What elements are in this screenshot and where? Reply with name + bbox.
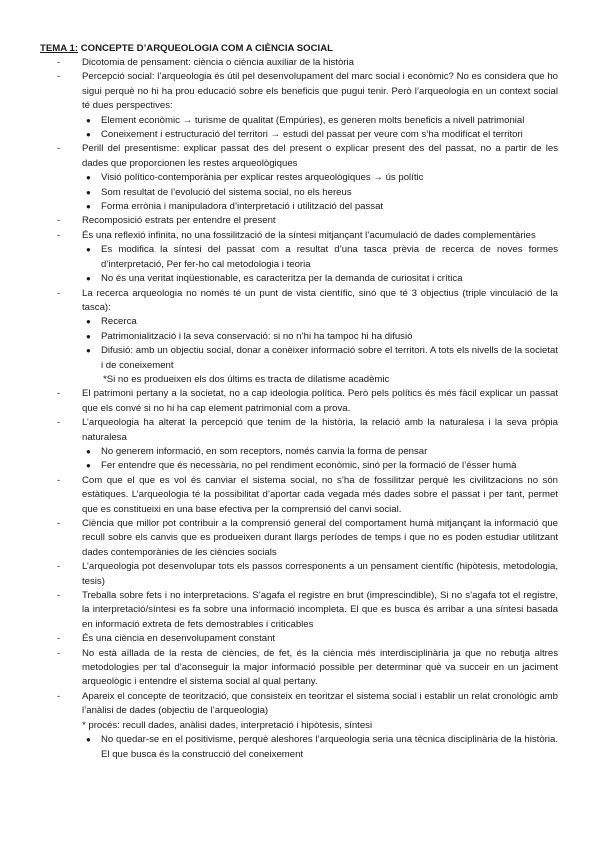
sub-list-item bbox=[0, 243, 599, 272]
list-item bbox=[0, 416, 599, 445]
list-item bbox=[0, 474, 599, 517]
list-item-text: La recerca arqueologia no només té un punt de vista científic, sinó que té 3 objectius (triple vinculació de la tasca): bbox=[82, 287, 558, 313]
dash-marker: - bbox=[57, 229, 61, 241]
sub-list-item-text: Coneixement i estructuració del territori → estudi del passat per veure com s’ha modificat el territori bbox=[101, 129, 523, 141]
sub-list-item-text: Difusió: amb un objectiu social, donar a conèixer informació sobre el territori. A tots els nivells de la societat i de coneixement bbox=[101, 345, 558, 371]
list-item-text: És una ciència en desenvolupament constant bbox=[82, 633, 276, 645]
sub-list-item-text: Visió político-contemporània per explicar restes arqueològiques → ús polític bbox=[101, 172, 424, 184]
list-item bbox=[0, 647, 599, 690]
sub-list-item bbox=[0, 344, 599, 373]
sub-list-item-text: No generem informació, en som receptors, només canvia la forma de pensar bbox=[101, 445, 428, 457]
list-item-text: Dicotomia de pensament: ciència o ciència auxiliar de la història bbox=[82, 57, 354, 68]
sub-list-item-text: Fer entendre que és necessària, no pel rendiment econòmic, sinó per la formació de l’ésser humà bbox=[101, 460, 517, 472]
sub-list-item bbox=[0, 171, 599, 185]
list-item-text: No està aïllada de la resta de ciències, de fet, és la ciència més interdisciplinària ja que no rebutja altres metodologies per tal d’aconseguir la major informació possible per determinar què va succeir en un jaciment arqueològic i entendre el sistema social al qual pertany. bbox=[82, 647, 558, 688]
dash-marker: - bbox=[57, 287, 61, 299]
title-text: CONCEPTE D’ARQUEOLOGIA COM A CIÈNCIA SOCIAL bbox=[78, 43, 333, 54]
bullet-marker: ● bbox=[86, 461, 91, 471]
bullet-marker: ● bbox=[86, 735, 91, 745]
bullet-marker: ● bbox=[86, 115, 91, 125]
list-item bbox=[0, 142, 599, 171]
list-item-text: Ciència que millor pot contribuir a la comprensió general del comportament humà mitjançant la informació que recull sobre els canvis que es produeixen durant llargs períodes de temps i que no es poden estudiar utilitzant dades contemporànies de les ciències socials bbox=[82, 518, 558, 558]
title-prefix: TEMA 1: bbox=[40, 43, 79, 54]
list-item-text: Treballa sobre fets i no interpretacions. S’agafa el registre en brut (imprescindible), Si no s’agafa tot el registre, la interpretació/síntesi es fa sobre una informació incompleta. El que es busca és arribar a una síntesi basada en informació extreta de fets demostrables i criticables bbox=[82, 590, 558, 630]
sub-list-item-text: Es modifica la síntesi del passat com a resultat d’una tasca prèvia de recerca de noves formes d’interpretació, Per fer-ho cal metodologia i teoria bbox=[101, 244, 558, 270]
sub-list-item-text: Patrimonialització i la seva conservació: si no n’hi ha tampoc hi ha difusió bbox=[101, 330, 413, 342]
sub-list-item-text: No quedar-se en el positivisme, perquè aleshores l’arqueologia seria una tècnica disciplinària de la història. El que busca és la construcció del coneixement bbox=[101, 734, 558, 760]
sub-list-item bbox=[0, 459, 599, 473]
dash-marker: - bbox=[57, 690, 61, 702]
list-item bbox=[0, 517, 599, 560]
page-title bbox=[40, 42, 333, 56]
dash-marker: - bbox=[57, 474, 61, 486]
list-item bbox=[0, 229, 599, 243]
list-item bbox=[0, 690, 599, 719]
dash-marker: - bbox=[57, 143, 61, 155]
bullet-marker: ● bbox=[86, 331, 91, 341]
list-item bbox=[0, 560, 599, 589]
list-item-text: El patrimoni pertany a la societat, no a cap ideologia política. Però pels polítics és més fàcil explicar un passat que els convé si no hi ha cap element patrimonial com a prova. bbox=[82, 388, 558, 414]
list-item bbox=[0, 214, 599, 228]
bullet-marker: ● bbox=[86, 202, 91, 212]
sub-list-item bbox=[0, 733, 599, 762]
bullet-marker: ● bbox=[86, 130, 91, 140]
dash-marker: - bbox=[57, 215, 61, 227]
list-item bbox=[0, 287, 599, 316]
dash-marker: - bbox=[57, 57, 61, 68]
sub-list-item bbox=[0, 330, 599, 344]
bullet-marker: ● bbox=[86, 274, 91, 284]
bullet-marker: ● bbox=[86, 187, 91, 197]
list-item-text: Apareix el concepte de teorització, que consisteix en teoritzar el sistema social i establir un relat cronològic amb l’anàlisi de dades (objectiu de l’arqueologia) bbox=[82, 690, 558, 717]
list-item-text: És una reflexió infinita, no una fossilització de la síntesi mitjançant l’acumulació de dades complementàries bbox=[82, 229, 536, 241]
list-item bbox=[0, 632, 599, 646]
note-text: * procés: recull dades, anàlisi dades, interpretació i hipòtesis, síntesi bbox=[82, 719, 373, 731]
list-item bbox=[0, 589, 599, 632]
sub-list-item bbox=[0, 445, 599, 459]
list-item bbox=[0, 387, 599, 416]
dash-marker: - bbox=[57, 417, 61, 429]
dash-marker: - bbox=[57, 518, 61, 529]
dash-marker: - bbox=[57, 71, 61, 83]
dash-marker: - bbox=[57, 633, 61, 645]
sub-list-item bbox=[0, 200, 599, 214]
dash-marker: - bbox=[57, 388, 61, 400]
sub-list-item-text: No és una veritat inqüestionable, es caracteritza per la demanda de curiositat i crítica bbox=[101, 273, 463, 285]
dash-marker: - bbox=[57, 590, 61, 602]
dash-marker: - bbox=[57, 561, 61, 573]
list-item bbox=[0, 56, 599, 70]
bullet-marker: ● bbox=[86, 173, 91, 183]
sub-list-item-text: Element econòmic → turisme de qualitat (Empúries), es generen molts beneficis a nivell patrimonial bbox=[101, 114, 525, 126]
bullet-marker: ● bbox=[86, 446, 91, 456]
sub-list-item bbox=[0, 128, 599, 142]
bullet-marker: ● bbox=[86, 317, 91, 327]
list-item-text: Recomposició estrats per entendre el present bbox=[82, 215, 276, 227]
notes-list bbox=[0, 56, 599, 762]
sub-list-item bbox=[0, 186, 599, 200]
list-item-text: Perill del presentisme: explicar passat des del present o explicar present des del passat, no a partir de les dades que proporcionen les restes arqueològiques bbox=[82, 143, 558, 169]
list-item-text: L’arqueologia ha alterat la percepció que tenim de la història, la relació amb la naturalesa i la seva pròpia naturalesa bbox=[82, 417, 558, 443]
sub-list-item bbox=[0, 272, 599, 286]
dash-marker: - bbox=[57, 647, 61, 659]
list-item bbox=[0, 70, 599, 113]
bullet-marker: ● bbox=[86, 245, 91, 255]
sub-list-item bbox=[0, 114, 599, 128]
sub-list-item-text: Recerca bbox=[101, 316, 137, 328]
sub-list-item-text: Forma errònia i manipuladora d’interpretació i utilització del passat bbox=[101, 201, 384, 213]
bullet-marker: ● bbox=[86, 346, 91, 356]
sub-list-item-text: Som resultat de l’evolució del sistema social, no els hereus bbox=[101, 186, 352, 198]
list-item-text: Com que el que es vol és canviar el sistema social, no s’ha de fossilitzar perquè les civilitzacions no són estàtiques. L’arqueologia té la possibilitat d’aportar cada vegada més dades sobre el passat i per tant, permet que es constitueixi en una base efectiva per la comprensió del canvi social. bbox=[82, 474, 558, 515]
list-item-text: Percepció social: l’arqueologia és útil pel desenvolupament del marc social i econòmic? No es considera que ho sigui perquè no hi ha prou educació sobre els beneficis que pugui tenir. Però l’arqueologia en un context social té dues perspectives: bbox=[82, 71, 558, 112]
list-item-text: L’arqueologia pot desenvolupar tots els passos corresponents a un pensament científic (hipòtesis, metodologia, tesis) bbox=[82, 561, 558, 587]
sub-list-item bbox=[0, 315, 599, 329]
note-text: *Si no es produeixen els dos últims es tracta de dilatisme acadèmic bbox=[103, 373, 390, 385]
